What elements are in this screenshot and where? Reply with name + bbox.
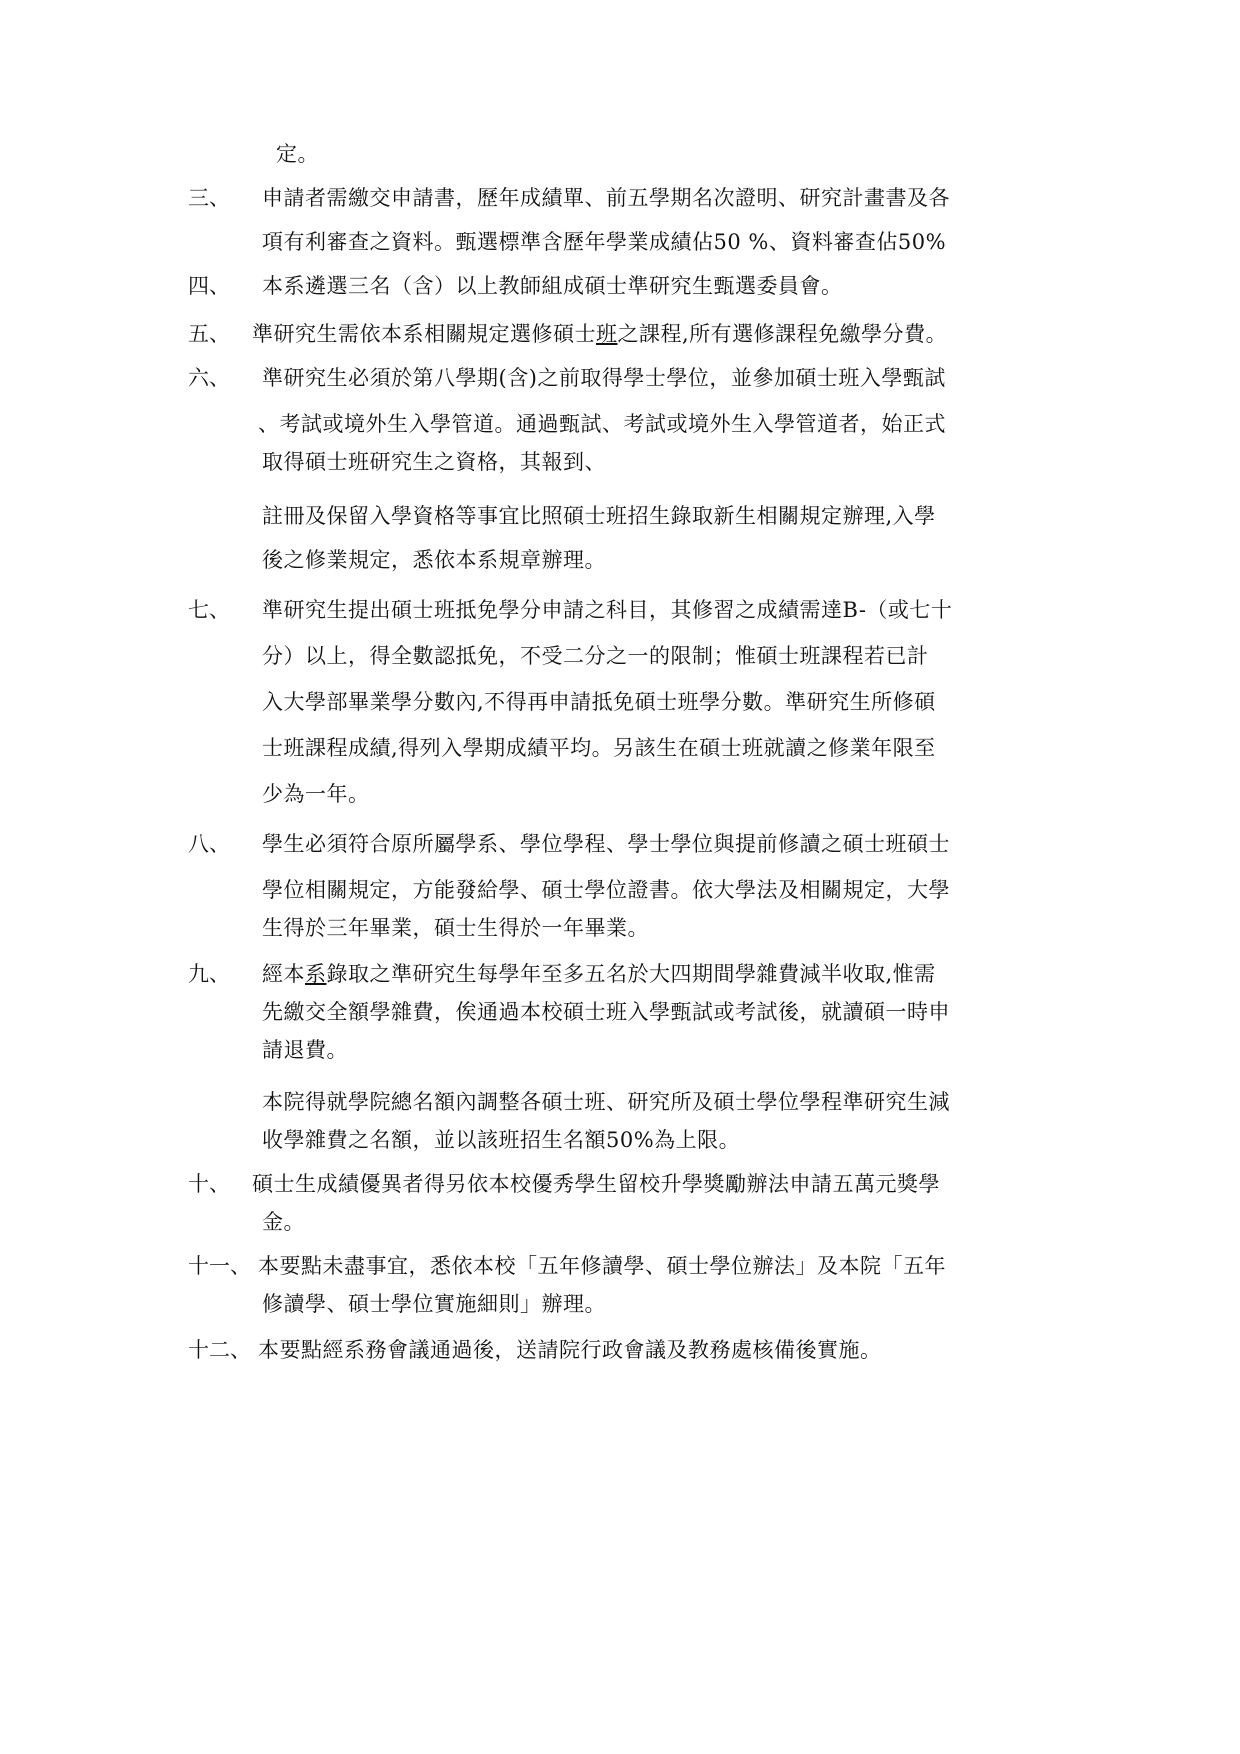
underlined-text: 班: [596, 322, 618, 346]
item-number: 十、: [188, 1172, 230, 1196]
item-text: [252, 320, 947, 348]
item-text: 本要點未盡事宜，悉依本校「五年修讀學、碩士學位辦法」及本院「五年: [258, 1254, 946, 1278]
item-text: 碩士生成績優異者得另依本校優秀學生留校升學獎勵辦法申請五萬元獎學: [252, 1172, 940, 1196]
item-text: 、考試或境外生入學管道。通過甄試、考試或境外生入學管道者，始正式: [258, 412, 946, 436]
item-text: 本系遴選三名（含）以上教師組成碩士準研究生甄選委員會。: [262, 274, 843, 298]
item-text: 學位相關規定，方能發給學、碩士學位證書。依大學法及相關規定，大學: [262, 878, 950, 902]
item-text: 項有利審查之資料。甄選標準含歷年學業成績佔50 %、資料審查佔50%: [262, 230, 947, 254]
item-number: 十一、: [188, 1254, 251, 1278]
item-text: 金。: [262, 1210, 305, 1234]
item-text: 分）以上，得全數認抵免，不受二分之一的限制；惟碩士班課程若已計: [262, 644, 929, 668]
item-text: 士班課程成績,得列入學期成績平均。另該生在碩士班就讀之修業年限至: [262, 736, 936, 760]
item-text: 入大學部畢業學分數內,不得再申請抵免碩士班學分數。準研究生所修碩: [262, 690, 936, 714]
text-part: 經本: [262, 962, 305, 986]
item-text: 修讀學、碩士學位實施細則」辦理。: [262, 1292, 606, 1316]
item-text: 少為一年。: [262, 782, 370, 806]
item-text: 取得碩士班研究生之資格，其報到、: [262, 450, 606, 474]
item-text: 本要點經系務會議通過後，送請院行政會議及教務處核備後實施。: [258, 1338, 882, 1362]
item-text: 生得於三年畢業，碩士生得於一年畢業。: [262, 916, 649, 940]
item-number: 五、: [188, 322, 230, 346]
item-text: 先繳交全額學雜費，俟通過本校碩士班入學甄試或考試後，就讀碩一時申: [262, 1000, 950, 1024]
item-number: 十二、: [188, 1338, 251, 1362]
item-number: 七、: [188, 598, 230, 622]
item-text: 申請者需繳交申請書，歷年成績單、前五學期名次證明、研究計畫書及各: [262, 186, 950, 210]
item-number: 六、: [188, 366, 230, 390]
item-text: 學生必須符合原所屬學系、學位學程、學士學位與提前修讀之碩士班碩士: [262, 832, 950, 856]
text-part: 之課程,所有選修課程免繳學分費。: [617, 322, 948, 346]
item-text: 準研究生必須於第八學期(含)之前取得學士學位，並參加碩士班入學甄試: [262, 366, 946, 390]
continuation-text: 定。: [276, 142, 319, 166]
item-number: 九、: [188, 962, 230, 986]
item-text: 本院得就學院總名額內調整各碩士班、研究所及碩士學位學程準研究生減: [262, 1090, 950, 1114]
item-number: 四、: [188, 274, 230, 298]
item-text: 準研究生提出碩士班抵免學分申請之科目，其修習之成績需達B-（或七十: [262, 598, 953, 622]
item-text: [262, 960, 936, 988]
underlined-text: 系: [305, 962, 327, 986]
item-number: 八、: [188, 832, 230, 856]
item-text: 後之修業規定，悉依本系規章辦理。: [262, 548, 606, 572]
item-text: 收學雜費之名額，並以該班招生名額50%為上限。: [262, 1128, 741, 1152]
text-part: 錄取之準研究生每學年至多五名於大四期間學雜費減半收取,惟需: [326, 962, 936, 986]
text-part: 準研究生需依本系相關規定選修碩士: [252, 322, 596, 346]
item-text: 請退費。: [262, 1038, 348, 1062]
item-text: 註冊及保留入學資格等事宜比照碩士班招生錄取新生相關規定辦理,入學: [262, 504, 936, 528]
item-number: 三、: [188, 186, 230, 210]
